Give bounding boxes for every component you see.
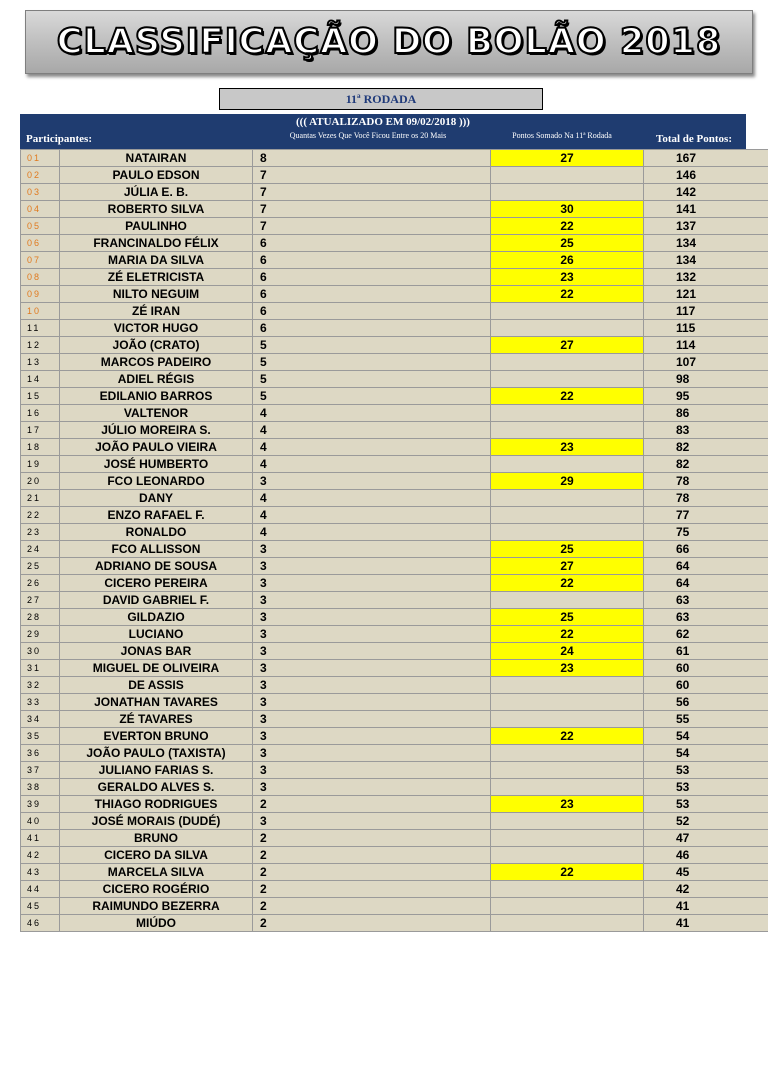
times-top20-value: 6 (253, 235, 491, 252)
times-top20-value: 6 (253, 303, 491, 320)
participant-name: ADRIANO DE SOUSA (60, 558, 253, 575)
header-times-top20: Quantas Vezes Que Você Ficou Entre os 20 Mais (289, 130, 447, 140)
round-points-value (491, 881, 644, 898)
times-top20-value: 5 (253, 337, 491, 354)
times-top20-value: 3 (253, 711, 491, 728)
times-top20-value: 2 (253, 796, 491, 813)
total-points-value: 46 (644, 847, 768, 864)
participant-name: NATAIRAN (60, 150, 253, 167)
table-row (21, 252, 768, 269)
rank-number: 25 (21, 558, 60, 575)
round-points-value: 23 (491, 796, 644, 813)
total-points-value: 63 (644, 592, 768, 609)
rank-number: 46 (21, 915, 60, 932)
times-top20-value: 4 (253, 524, 491, 541)
participant-name: JOSÉ MORAIS (DUDÉ) (60, 813, 253, 830)
table-row (21, 864, 768, 881)
round-points-value: 22 (491, 575, 644, 592)
total-points-value: 77 (644, 507, 768, 524)
table-row (21, 150, 768, 167)
participant-name: FRANCINALDO FÉLIX (60, 235, 253, 252)
rank-number: 06 (21, 235, 60, 252)
round-points-value (491, 354, 644, 371)
total-points-value: 52 (644, 813, 768, 830)
times-top20-value: 2 (253, 898, 491, 915)
total-points-value: 75 (644, 524, 768, 541)
times-top20-value: 3 (253, 762, 491, 779)
rank-number: 14 (21, 371, 60, 388)
table-row (21, 592, 768, 609)
table-row (21, 813, 768, 830)
rank-number: 07 (21, 252, 60, 269)
table-row (21, 184, 768, 201)
rank-number: 43 (21, 864, 60, 881)
participant-name: ENZO RAFAEL F. (60, 507, 253, 524)
times-top20-value: 3 (253, 626, 491, 643)
rank-number: 33 (21, 694, 60, 711)
table-row (21, 507, 768, 524)
total-points-value: 60 (644, 660, 768, 677)
round-points-value: 22 (491, 218, 644, 235)
total-points-value: 42 (644, 881, 768, 898)
times-top20-value: 4 (253, 490, 491, 507)
rank-number: 10 (21, 303, 60, 320)
total-points-value: 132 (644, 269, 768, 286)
participant-name: JOÃO PAULO (TAXISTA) (60, 745, 253, 762)
total-points-value: 53 (644, 762, 768, 779)
participant-name: ADIEL RÉGIS (60, 371, 253, 388)
total-points-value: 117 (644, 303, 768, 320)
times-top20-value: 8 (253, 150, 491, 167)
participant-name: NILTO NEGUIM (60, 286, 253, 303)
table-row (21, 286, 768, 303)
round-points-value: 27 (491, 150, 644, 167)
round-points-value (491, 711, 644, 728)
rank-number: 29 (21, 626, 60, 643)
times-top20-value: 4 (253, 439, 491, 456)
participant-name: JÚLIO MOREIRA S. (60, 422, 253, 439)
total-points-value: 137 (644, 218, 768, 235)
participant-name: JOÃO PAULO VIEIRA (60, 439, 253, 456)
participant-name: GERALDO ALVES S. (60, 779, 253, 796)
total-points-value: 62 (644, 626, 768, 643)
total-points-value: 95 (644, 388, 768, 405)
total-points-value: 60 (644, 677, 768, 694)
rank-number: 19 (21, 456, 60, 473)
total-points-value: 82 (644, 456, 768, 473)
times-top20-value: 5 (253, 388, 491, 405)
ranking-table-body (21, 150, 768, 932)
total-points-value: 54 (644, 728, 768, 745)
table-row (21, 354, 768, 371)
table-row (21, 337, 768, 354)
rank-number: 32 (21, 677, 60, 694)
rank-number: 39 (21, 796, 60, 813)
participant-name: EVERTON BRUNO (60, 728, 253, 745)
rank-number: 37 (21, 762, 60, 779)
rank-number: 40 (21, 813, 60, 830)
table-row (21, 269, 768, 286)
participant-name: MIÚDO (60, 915, 253, 932)
total-points-value: 146 (644, 167, 768, 184)
total-points-value: 141 (644, 201, 768, 218)
round-points-value: 27 (491, 337, 644, 354)
round-points-value (491, 405, 644, 422)
total-points-value: 114 (644, 337, 768, 354)
times-top20-value: 5 (253, 371, 491, 388)
round-points-value: 22 (491, 626, 644, 643)
round-points-value: 22 (491, 864, 644, 881)
times-top20-value: 3 (253, 813, 491, 830)
table-row (21, 201, 768, 218)
total-points-value: 115 (644, 320, 768, 337)
times-top20-value: 3 (253, 575, 491, 592)
round-points-value (491, 371, 644, 388)
participant-name: CICERO DA SILVA (60, 847, 253, 864)
round-points-value (491, 898, 644, 915)
participant-name: GILDAZIO (60, 609, 253, 626)
participant-name: RAIMUNDO BEZERRA (60, 898, 253, 915)
participant-name: PAULO EDSON (60, 167, 253, 184)
participant-name: VICTOR HUGO (60, 320, 253, 337)
rank-number: 11 (21, 320, 60, 337)
total-points-value: 53 (644, 796, 768, 813)
times-top20-value: 7 (253, 218, 491, 235)
total-points-value: 61 (644, 643, 768, 660)
times-top20-value: 6 (253, 286, 491, 303)
header-round-points: Pontos Somado Na 11ª Rodada (512, 130, 612, 140)
times-top20-value: 2 (253, 881, 491, 898)
participant-name: ROBERTO SILVA (60, 201, 253, 218)
table-row (21, 694, 768, 711)
participant-name: CICERO ROGÉRIO (60, 881, 253, 898)
rank-number: 18 (21, 439, 60, 456)
participant-name: JOÃO (CRATO) (60, 337, 253, 354)
rank-number: 17 (21, 422, 60, 439)
times-top20-value: 3 (253, 473, 491, 490)
times-top20-value: 3 (253, 677, 491, 694)
round-points-value (491, 184, 644, 201)
table-row (21, 677, 768, 694)
participant-name: DE ASSIS (60, 677, 253, 694)
table-row (21, 660, 768, 677)
rank-number: 22 (21, 507, 60, 524)
total-points-value: 54 (644, 745, 768, 762)
round-points-value (491, 915, 644, 932)
participant-name: CICERO PEREIRA (60, 575, 253, 592)
total-points-value: 134 (644, 252, 768, 269)
times-top20-value: 3 (253, 592, 491, 609)
round-points-value: 23 (491, 439, 644, 456)
total-points-value: 64 (644, 575, 768, 592)
times-top20-value: 5 (253, 354, 491, 371)
total-points-value: 47 (644, 830, 768, 847)
table-row (21, 303, 768, 320)
participant-name: MIGUEL DE OLIVEIRA (60, 660, 253, 677)
rank-number: 26 (21, 575, 60, 592)
total-points-value: 55 (644, 711, 768, 728)
round-points-value (491, 745, 644, 762)
times-top20-value: 3 (253, 779, 491, 796)
table-row (21, 490, 768, 507)
total-points-value: 53 (644, 779, 768, 796)
participant-name: JÚLIA E. B. (60, 184, 253, 201)
round-points-value (491, 677, 644, 694)
participant-name: MARCELA SILVA (60, 864, 253, 881)
times-top20-value: 2 (253, 830, 491, 847)
participant-name: JOSÉ HUMBERTO (60, 456, 253, 473)
total-points-value: 66 (644, 541, 768, 558)
table-row (21, 575, 768, 592)
total-points-value: 56 (644, 694, 768, 711)
table-row (21, 796, 768, 813)
rank-number: 03 (21, 184, 60, 201)
round-points-value: 22 (491, 286, 644, 303)
participant-name: ZÉ TAVARES (60, 711, 253, 728)
rank-number: 09 (21, 286, 60, 303)
participant-name: BRUNO (60, 830, 253, 847)
title-banner (25, 10, 753, 74)
times-top20-value: 3 (253, 609, 491, 626)
table-row (21, 473, 768, 490)
rank-number: 15 (21, 388, 60, 405)
times-top20-value: 4 (253, 507, 491, 524)
rank-number: 23 (21, 524, 60, 541)
total-points-value: 64 (644, 558, 768, 575)
round-label: 11ª RODADA (219, 88, 543, 110)
page-title: CLASSIFICAÇÃO DO BOLÃO 2018 (56, 22, 722, 62)
round-points-value: 24 (491, 643, 644, 660)
times-top20-value: 4 (253, 422, 491, 439)
times-top20-value: 2 (253, 915, 491, 932)
participant-name: ZÉ IRAN (60, 303, 253, 320)
table-row (21, 371, 768, 388)
rank-number: 12 (21, 337, 60, 354)
round-points-value (491, 813, 644, 830)
participant-name: PAULINHO (60, 218, 253, 235)
times-top20-value: 3 (253, 728, 491, 745)
times-top20-value: 3 (253, 541, 491, 558)
rank-number: 30 (21, 643, 60, 660)
rank-number: 21 (21, 490, 60, 507)
table-row (21, 728, 768, 745)
rank-number: 24 (21, 541, 60, 558)
rank-number: 08 (21, 269, 60, 286)
header-total-points: Total de Pontos: (656, 133, 732, 145)
rank-number: 45 (21, 898, 60, 915)
rank-number: 36 (21, 745, 60, 762)
round-points-value (491, 847, 644, 864)
total-points-value: 83 (644, 422, 768, 439)
table-row (21, 609, 768, 626)
participant-name: LUCIANO (60, 626, 253, 643)
round-points-value (491, 779, 644, 796)
total-points-value: 134 (644, 235, 768, 252)
table-row (21, 847, 768, 864)
round-points-value (491, 694, 644, 711)
table-row (21, 320, 768, 337)
times-top20-value: 3 (253, 694, 491, 711)
table-row (21, 745, 768, 762)
participant-name: DANY (60, 490, 253, 507)
rank-number: 01 (21, 150, 60, 167)
round-points-value (491, 303, 644, 320)
table-row (21, 830, 768, 847)
times-top20-value: 7 (253, 167, 491, 184)
round-points-value (491, 592, 644, 609)
times-top20-value: 3 (253, 643, 491, 660)
table-row (21, 626, 768, 643)
table-row (21, 439, 768, 456)
rank-number: 41 (21, 830, 60, 847)
total-points-value: 121 (644, 286, 768, 303)
rank-number: 05 (21, 218, 60, 235)
rank-number: 20 (21, 473, 60, 490)
table-row (21, 898, 768, 915)
table-row (21, 711, 768, 728)
round-points-value: 22 (491, 728, 644, 745)
times-top20-value: 3 (253, 558, 491, 575)
times-top20-value: 4 (253, 456, 491, 473)
total-points-value: 78 (644, 473, 768, 490)
table-header (20, 129, 746, 149)
rank-number: 35 (21, 728, 60, 745)
table-row (21, 881, 768, 898)
round-points-value: 25 (491, 235, 644, 252)
rank-number: 38 (21, 779, 60, 796)
round-points-value (491, 762, 644, 779)
total-points-value: 78 (644, 490, 768, 507)
total-points-value: 98 (644, 371, 768, 388)
rank-number: 02 (21, 167, 60, 184)
times-top20-value: 2 (253, 864, 491, 881)
participant-name: DAVID GABRIEL F. (60, 592, 253, 609)
round-points-value (491, 456, 644, 473)
table-row (21, 643, 768, 660)
participant-name: JONATHAN TAVARES (60, 694, 253, 711)
times-top20-value: 2 (253, 847, 491, 864)
round-points-value: 27 (491, 558, 644, 575)
round-points-value: 23 (491, 269, 644, 286)
table-row (21, 422, 768, 439)
round-points-value (491, 490, 644, 507)
times-top20-value: 6 (253, 252, 491, 269)
table-row (21, 524, 768, 541)
round-points-value: 29 (491, 473, 644, 490)
rank-number: 27 (21, 592, 60, 609)
table-row (21, 915, 768, 932)
participant-name: JONAS BAR (60, 643, 253, 660)
participant-name: ZÉ ELETRICISTA (60, 269, 253, 286)
times-top20-value: 4 (253, 405, 491, 422)
round-points-value (491, 507, 644, 524)
table-row (21, 558, 768, 575)
round-points-value: 26 (491, 252, 644, 269)
rank-number: 16 (21, 405, 60, 422)
total-points-value: 167 (644, 150, 768, 167)
participant-name: FCO LEONARDO (60, 473, 253, 490)
table-row (21, 167, 768, 184)
participant-name: MARCOS PADEIRO (60, 354, 253, 371)
table-row (21, 456, 768, 473)
total-points-value: 107 (644, 354, 768, 371)
round-points-value (491, 830, 644, 847)
rank-number: 31 (21, 660, 60, 677)
total-points-value: 45 (644, 864, 768, 881)
round-points-value (491, 320, 644, 337)
total-points-value: 41 (644, 915, 768, 932)
times-top20-value: 7 (253, 184, 491, 201)
round-points-value: 25 (491, 541, 644, 558)
participant-name: MARIA DA SILVA (60, 252, 253, 269)
rank-number: 28 (21, 609, 60, 626)
times-top20-value: 6 (253, 269, 491, 286)
round-points-value (491, 167, 644, 184)
ranking-table (20, 149, 768, 932)
round-points-value (491, 422, 644, 439)
table-row (21, 762, 768, 779)
total-points-value: 82 (644, 439, 768, 456)
table-row (21, 388, 768, 405)
round-points-value: 30 (491, 201, 644, 218)
participant-name: RONALDO (60, 524, 253, 541)
table-row (21, 218, 768, 235)
table-row (21, 779, 768, 796)
rank-number: 04 (21, 201, 60, 218)
round-points-value (491, 524, 644, 541)
rank-number: 44 (21, 881, 60, 898)
table-row (21, 541, 768, 558)
participant-name: FCO ALLISSON (60, 541, 253, 558)
total-points-value: 63 (644, 609, 768, 626)
round-points-value: 25 (491, 609, 644, 626)
participant-name: VALTENOR (60, 405, 253, 422)
table-row (21, 405, 768, 422)
rank-number: 34 (21, 711, 60, 728)
total-points-value: 86 (644, 405, 768, 422)
rank-number: 42 (21, 847, 60, 864)
participant-name: EDILANIO BARROS (60, 388, 253, 405)
participant-name: JULIANO FARIAS S. (60, 762, 253, 779)
round-points-value: 22 (491, 388, 644, 405)
updated-date-bar: ((( ATUALIZADO EM 09/02/2018 ))) (20, 114, 746, 129)
times-top20-value: 3 (253, 745, 491, 762)
round-points-value: 23 (491, 660, 644, 677)
times-top20-value: 7 (253, 201, 491, 218)
total-points-value: 142 (644, 184, 768, 201)
participant-name: THIAGO RODRIGUES (60, 796, 253, 813)
rank-number: 13 (21, 354, 60, 371)
times-top20-value: 3 (253, 660, 491, 677)
table-row (21, 235, 768, 252)
times-top20-value: 6 (253, 320, 491, 337)
total-points-value: 41 (644, 898, 768, 915)
header-participants: Participantes: (26, 133, 92, 145)
